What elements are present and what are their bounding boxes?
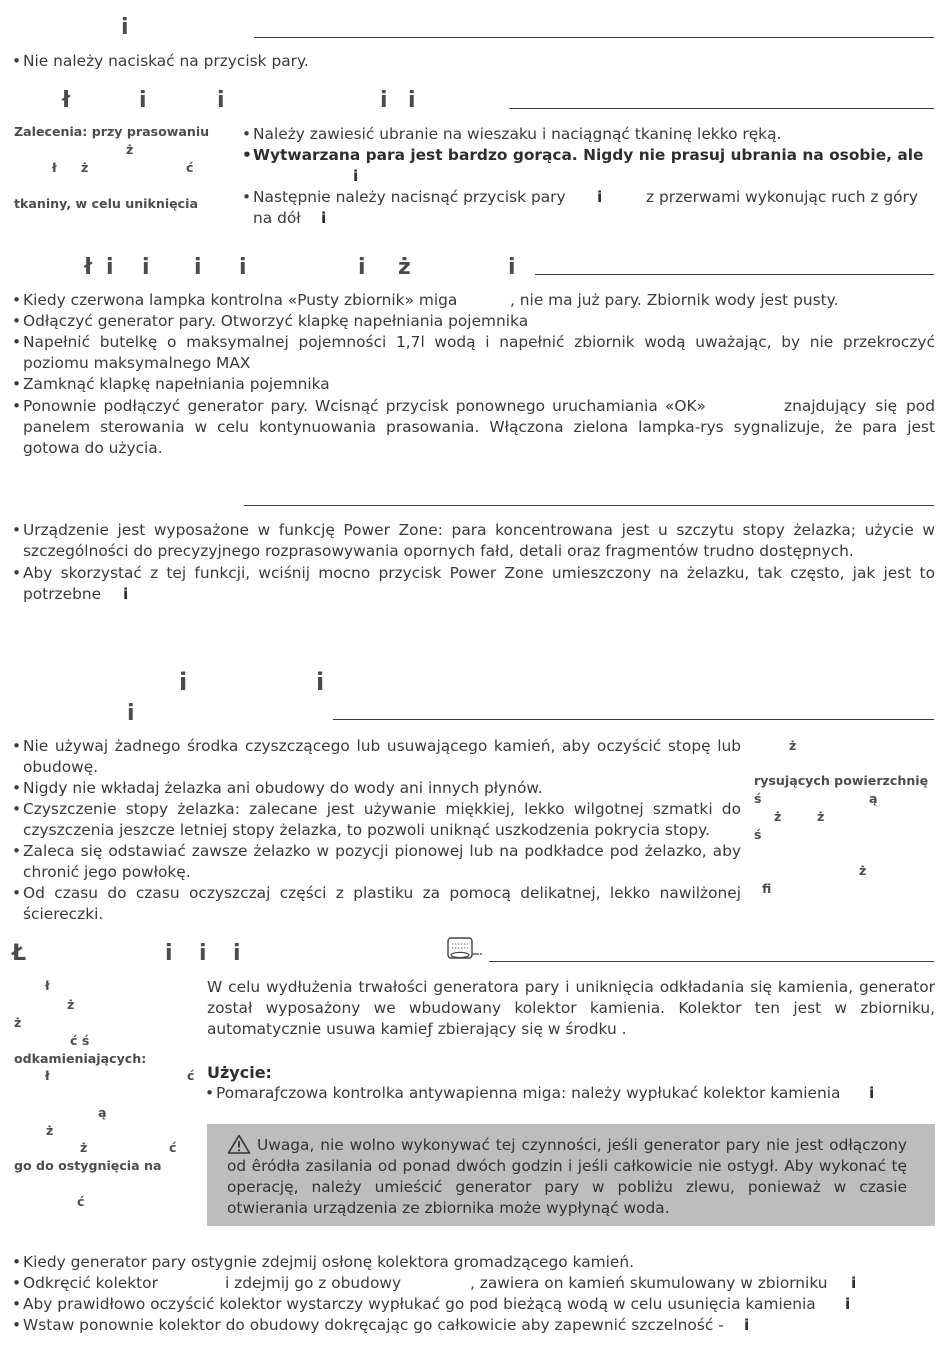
vertical-glyph: i — [597, 188, 603, 206]
warning-text: Uwaga, nie wolno wykonywać tej czynności, jeśli generator pary nie jest odłączony od êródła zasilania od ponad dwóch godzin i jeśli całkowicie nie ostygł. Aby wykonać tę operację, należy umieścić generator pary w pobliżu zlewu, ponieważ w czasie otwierania urządzenia ze zbiornika może wypłynąć woda. — [227, 1136, 907, 1217]
side-note-char: ć — [187, 1068, 195, 1083]
heading-glyph: i — [408, 88, 416, 113]
side-note-title: Zalecenia: przy prasowaniu — [14, 124, 210, 139]
side-note-char: ż — [14, 1015, 22, 1030]
section-rule — [333, 719, 934, 720]
side-note-char: ż — [81, 160, 89, 175]
side-note-char: fi — [762, 881, 772, 896]
collector-glyph: i — [851, 1274, 857, 1292]
collector-bullet: • Aby prawidłowo oczyścić kolektor wystarczy wypłukać go pod bieżącą wodą w celu usunięcia kamienia — [23, 1294, 816, 1315]
collector-glyph: i — [845, 1295, 851, 1313]
cleaning-bullet: • Nie używaj żadnego środka czyszczącego lub usuwającego kamień, aby oczyścić stopę lub obudowę. — [23, 736, 741, 778]
collector-icon — [446, 936, 486, 964]
collector-glyph: i — [744, 1316, 750, 1334]
usage-glyph: i — [869, 1084, 875, 1102]
steam-bullet: • Nie należy naciskać na przycisk pary. — [23, 51, 923, 72]
section-rule — [244, 505, 934, 506]
heading-glyph: i — [139, 88, 147, 113]
refill-bullet: • Odłączyć generator pary. Otworzyć klapkę napełniania pojemnika — [23, 311, 528, 332]
refill-bullet: • Ponownie podłączyć generator pary. Wcisnąć przycisk ponownego uruchamiania «OK» — [23, 396, 735, 417]
heading-glyph: ł — [84, 255, 93, 280]
powerzone-glyph: i — [123, 585, 129, 603]
refill-bullet: • Zamknąć klapkę napełniania pojemnika — [23, 374, 330, 395]
vertical-bullet: • Następnie należy nacisnąć przycisk pary — [253, 187, 593, 208]
side-note-char: ą — [98, 1105, 107, 1120]
side-note-char: ś — [754, 827, 762, 842]
side-note-text: rysujących powierzchnię — [754, 773, 929, 788]
heading-glyph: i — [165, 941, 173, 966]
collector-text: i zdejmij go z obudowy — [225, 1274, 402, 1292]
cleaning-bullet: • Czyszczenie stopy żelazka: zalecane jest używanie miękkiej, lekko wilgotnej szmatki do czyszczenia jeszcze letniej stopy żelazka, to pozwoli uniknąć uszkodzenia pokrycia stopy. — [23, 799, 741, 841]
side-note-char: ż — [67, 997, 75, 1012]
side-note-char: ż — [126, 142, 134, 157]
warning-box — [207, 1124, 935, 1226]
section-rule — [509, 108, 934, 109]
vertical-bullet-warning: • Wytwarzana para jest bardzo gorąca. Nigdy nie prasuj ubrania na osobie, ale — [253, 145, 935, 166]
section-rule — [254, 37, 934, 38]
collector-intro: W celu wydłużenia trwałości generatora pary i uniknięcia odkładania się kamienia, generator został wyposażony we wbudowany kolektor kamienia. Kolektor ten jest w zbiorniku, automatycznie usuwa kamieƒ zbierający się w środku . — [207, 978, 935, 1038]
side-note-char: ż — [817, 809, 825, 824]
heading-glyph: i — [194, 255, 202, 280]
side-note-char: ż — [774, 809, 782, 824]
side-note-text: odkamieniających: — [14, 1051, 147, 1066]
heading-glyph: i — [380, 88, 388, 113]
heading-glyph: i — [316, 668, 325, 696]
side-note-text: tkaniny, w celu uniknięcia — [14, 196, 198, 211]
side-note-char: ą — [869, 791, 878, 806]
side-note-char: ł — [45, 978, 50, 993]
heading-glyph: i — [358, 255, 366, 280]
heading-glyph: i — [508, 255, 516, 280]
side-note-char: ł — [52, 160, 57, 175]
heading-glyph: ż — [398, 255, 411, 280]
side-note-char: ż — [80, 1140, 88, 1155]
side-note-char: ż — [859, 863, 867, 878]
side-note-char: ś — [754, 791, 762, 806]
usage-bullet: • Pomaraƒczowa kontrolka antywapienna miga: należy wypłukać kolektor kamienia — [216, 1083, 840, 1104]
cleaning-bullet: • Zaleca się odstawiać zawsze żelazko w pozycji pionowej lub na podkładce pod żelazko, aby chronić jego powłokę. — [23, 841, 741, 883]
usage-title: Użycie: — [207, 1063, 272, 1082]
collector-text: , zawiera on kamień skumulowany w zbiorniku — [470, 1274, 828, 1292]
section-heading-steam: i — [121, 15, 129, 40]
side-note-char: ć — [186, 160, 194, 175]
vertical-glyph: i — [353, 167, 359, 185]
collector-bullet: • Odkręcić kolektor — [23, 1273, 158, 1294]
side-note-char: ż — [789, 738, 797, 753]
powerzone-bullet: • Aby skorzystać z tej funkcji, wciśnij mocno przycisk Power Zone umieszczony na żelazku, tak często, jak jest to potrzebne — [23, 563, 935, 605]
side-note-text: go do ostygnięcia na — [14, 1158, 162, 1173]
side-note-char: ż — [46, 1123, 54, 1138]
vertical-text: na dół — [253, 209, 301, 227]
heading-glyph: i — [127, 701, 135, 726]
heading-glyph: i — [199, 941, 207, 966]
heading-glyph: Ł — [12, 941, 27, 966]
cleaning-bullet: • Nigdy nie wkładaj żelazka ani obudowy do wody ani innych płynów. — [23, 778, 741, 799]
refill-bullet: • Kiedy czerwona lampka kontrolna «Pusty zbiornik» miga — [23, 290, 457, 311]
heading-glyph: i — [217, 88, 225, 113]
collector-bullet: • Kiedy generator pary ostygnie zdejmij osłonę kolektora gromadzącego kamień. — [23, 1252, 634, 1273]
heading-glyph: i — [233, 941, 241, 966]
cleaning-bullet: • Od czasu do czasu oczyszczaj części z plastiku za pomocą delikatnej, lekko nawilżonej ściereczki. — [23, 883, 741, 925]
heading-glyph: i — [239, 255, 247, 280]
refill-bullet: • Napełnić butelkę o maksymalnej pojemności 1,7l wodą i napełnić zbiornik wodą uważając, by nie przekroczyć poziomu maksymalnego MAX — [23, 332, 935, 374]
vertical-bullet: • Należy zawiesić ubranie na wieszaku i naciągnąć tkaninę lekko ręką. — [253, 124, 933, 145]
vertical-text: z przerwami wykonując ruch z góry — [646, 188, 918, 206]
heading-glyph: i — [106, 255, 114, 280]
side-note-char: ć ś — [70, 1033, 90, 1048]
collector-bullet: • Wstaw ponownie kolektor do obudowy dokręcając go całkowicie aby zapewnić szczelność - — [23, 1315, 724, 1336]
section-rule — [535, 274, 934, 275]
refill-text: znajdujący się pod panelem sterowania w celu kontynuowania prasowania. Włączona zielona lampka-rys sygnalizuje, że para jest gotowa do użycia. — [23, 397, 935, 457]
vertical-glyph: i — [321, 209, 327, 227]
refill-text: , nie ma już pary. Zbiornik wody jest pusty. — [510, 291, 839, 309]
heading-glyph: i — [142, 255, 150, 280]
powerzone-bullet: • Urządzenie jest wyposażone w funkcję Power Zone: para koncentrowana jest u szczytu stopy żelazka; użycie w szczególności do precyzyjnego rozprasowywania opornych fałd, detali oraz fragmentów trudno dostępnych. — [23, 520, 935, 562]
section-rule — [489, 961, 934, 962]
side-note-char: ć — [169, 1140, 177, 1155]
heading-glyph: i — [179, 668, 188, 696]
side-note-char: ć — [77, 1194, 85, 1209]
heading-glyph: ł — [62, 88, 71, 113]
side-note-char: ł — [45, 1068, 50, 1083]
